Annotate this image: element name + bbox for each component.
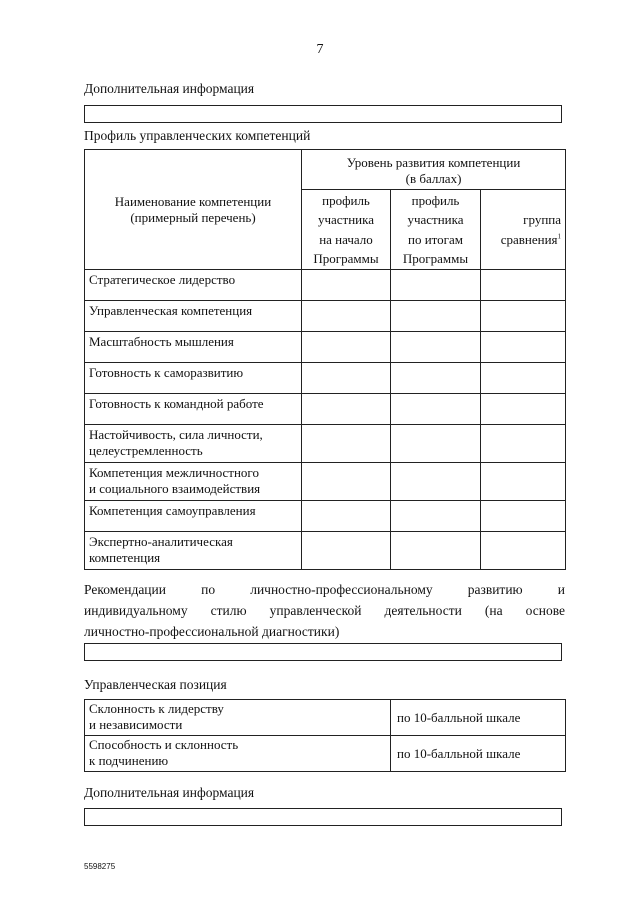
score-cell[interactable] [302,363,391,394]
management-position-heading: Управленческая позиция [84,677,227,692]
score-cell[interactable] [481,363,566,394]
additional-info-field[interactable] [84,105,562,123]
score-cell[interactable] [481,532,566,570]
score-cell[interactable] [391,363,481,394]
footnote-marker: 1 [557,232,562,241]
score-cell[interactable] [302,301,391,332]
page-number: 7 [316,42,324,57]
score-cell[interactable] [391,463,481,501]
table-row: Стратегическое лидерство [85,270,566,301]
score-cell[interactable] [481,463,566,501]
col-header-start: профиль участника на начало Программы [302,190,391,270]
score-cell[interactable] [302,501,391,532]
table-row: Способность и склонность к подчинению по 10-балльной шкале [85,736,566,772]
score-cell[interactable] [391,270,481,301]
score-cell[interactable] [302,532,391,570]
score-cell[interactable] [302,394,391,425]
score-cell[interactable] [391,301,481,332]
table-row: Компетенция самоуправления [85,501,566,532]
score-cell[interactable] [481,425,566,463]
score-cell[interactable] [302,332,391,363]
recommendations-heading: Рекомендации по личностно-профессиональному развитию и индивидуальному стилю управленческой деятельности (на основе личностно-профессиональной диагностики) [84,582,565,639]
competency-name-header: Наименование компетенции (примерный перечень) [85,150,302,270]
table-row: Готовность к командной работе [85,394,566,425]
table-row: Масштабность мышления [85,332,566,363]
score-cell[interactable] [481,332,566,363]
score-cell[interactable] [391,532,481,570]
additional-info-heading-2: Дополнительная информация [84,785,255,800]
table-row: Управленческая компетенция [85,301,566,332]
management-position-table [84,699,566,772]
table-row: Компетенция межличностного и социального взаимодействия [85,463,566,501]
score-cell[interactable] [481,394,566,425]
col-header-comparison: группа сравнения$^1$ [481,190,566,270]
additional-info-heading: Дополнительная информация [84,81,255,96]
score-cell[interactable] [391,394,481,425]
score-cell[interactable] [481,270,566,301]
score-cell[interactable] [481,501,566,532]
table-row: Склонность к лидерству и независимости по 10-балльной шкале [85,700,566,736]
score-cell[interactable] [391,501,481,532]
additional-info-field-2[interactable] [84,808,562,826]
competency-profile-heading: Профиль управленческих компетенций [84,128,311,143]
score-cell[interactable] [481,301,566,332]
scale-cell[interactable]: по 10-балльной шкале [391,700,566,736]
competency-table [84,149,566,570]
col-header-end: профиль участника по итогам Программы [391,190,481,270]
scale-cell[interactable]: по 10-балльной шкале [391,736,566,772]
document-id: 5598275 [84,862,116,871]
score-cell[interactable] [302,270,391,301]
table-row: Настойчивость, сила личности, целеустремленность [85,425,566,463]
score-cell[interactable] [302,425,391,463]
score-cell[interactable] [391,332,481,363]
table-row: Готовность к саморазвитию [85,363,566,394]
recommendations-field[interactable] [84,643,562,661]
score-cell[interactable] [302,463,391,501]
table-row: Экспертно-аналитическая компетенция [85,532,566,570]
score-cell[interactable] [391,425,481,463]
competency-level-header: Уровень развития компетенции (в баллах) [302,150,566,190]
